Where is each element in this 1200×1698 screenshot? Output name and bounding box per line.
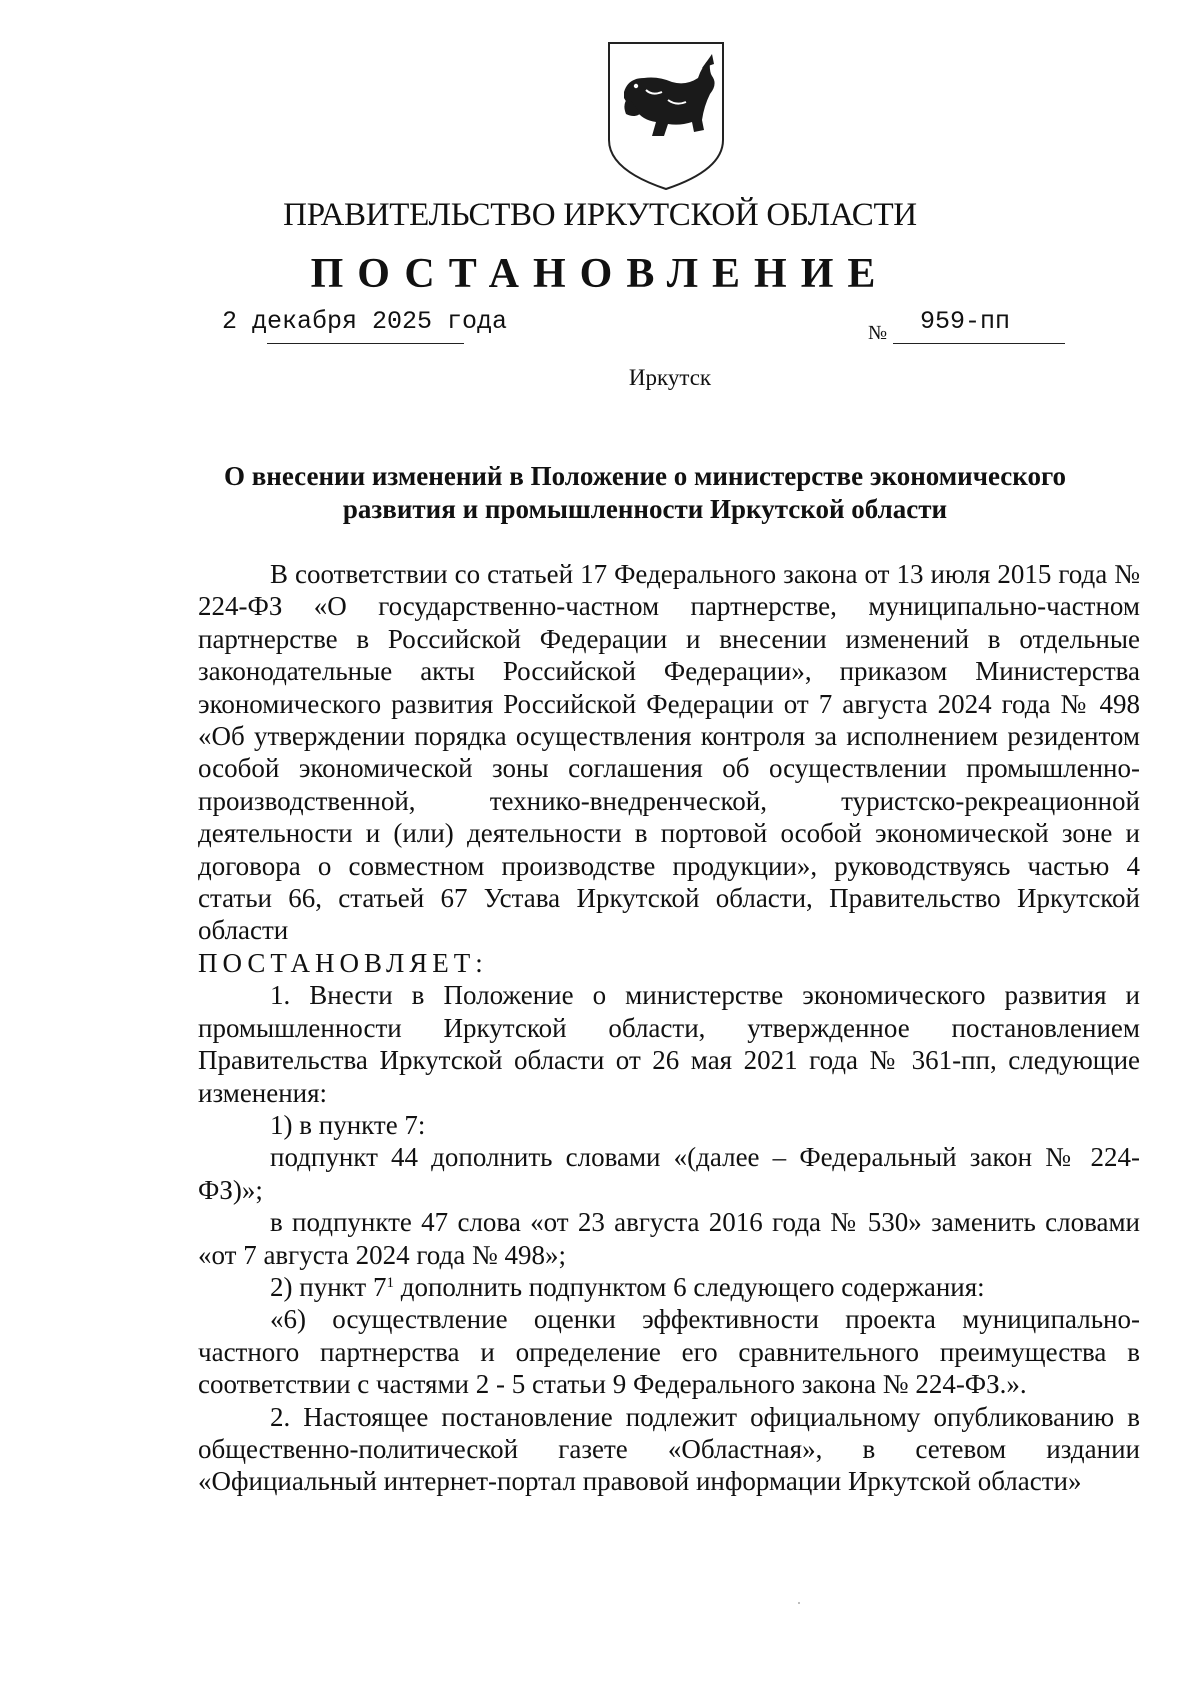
number-sign: № <box>868 322 888 344</box>
item-1-paragraph: 1. Внести в Положение о министерстве экономического развития и промышленности Иркутской области, утвержденное постановлением Правительства Иркутской области от 26 мая 2021 года № 361-пп, следующие изменения: <box>198 980 1140 1108</box>
document-date: 2 декабря 2025 года <box>222 307 508 336</box>
number-underline <box>893 343 1065 344</box>
item-1-1-b-paragraph: в подпункте 47 слова «от 23 августа 2016 года № 530» заменить словами «от 7 августа 2024 года № 498»; <box>198 1207 1140 1270</box>
organization-name: ПРАВИТЕЛЬСТВО ИРКУТСКОЙ ОБЛАСТИ <box>283 197 917 233</box>
preamble-paragraph: В соответствии со статьей 17 Федерального закона от 13 июля 2015 года № 224-ФЗ «О государственно-частном партнерстве, муниципально-частном партнерстве в Российской Федерации и внесении изменений в отдельные законодательные акты Российской Федерации», приказом Министерства экономического развития Российской Федерации от 7 августа 2024 года № 498 «Об утверждении порядка осуществления контроля за исполнением резидентом особой экономической зоны соглашения об осуществлении промышленно-производственной, технико-внедренческой, туристско-рекреационной деятельности и (или) деятельности в портовой особой экономической зоне и договора о совместном производстве продукции», руководствуясь частью 4 статьи 66, статьей 67 Устава Иркутской области, Правительство Иркутской области <box>198 559 1140 946</box>
document-type: ПОСТАНОВЛЕНИЕ <box>310 251 890 297</box>
item-2-paragraph: 2. Настоящее постановление подлежит официальному опубликованию в общественно-политической газете «Областная», в сетевом издании «Официальный интернет-портал правовой информации Иркутской области» <box>198 1401 1140 1497</box>
date-underline <box>267 343 464 344</box>
item-1-1-a-paragraph: подпункт 44 дополнить словами «(далее – Федеральный закон № 224-ФЗ)»; <box>198 1142 1140 1205</box>
city: Иркутск <box>628 365 712 390</box>
resolves-heading: ПОСТАНОВЛЯЕТ: <box>198 947 488 978</box>
document-body <box>198 558 1140 1498</box>
item-1-2-prefix: 2) пункт 7 <box>270 1271 387 1302</box>
coat-of-arms-emblem <box>606 40 726 192</box>
document-number: 959-пп <box>920 307 1011 336</box>
item-1-2-text-paragraph: «6) осуществление оценки эффективности проекта муниципально-частного партнерства и определение его сравнительного преимущества в соответствии с частями 2 - 5 статьи 9 Федерального закона № 224-ФЗ.». <box>198 1304 1140 1400</box>
document-title <box>190 460 1100 526</box>
item-1-2-suffix: дополнить подпунктом 6 следующего содержания: <box>393 1271 985 1302</box>
item-1-2-paragraph <box>198 1271 1140 1303</box>
title-line-2: развития и промышленности Иркутской области <box>342 494 948 524</box>
item-1-2-superscript: 1 <box>386 1274 394 1291</box>
title-line-1: О внесении изменений в Положение о министерстве экономического <box>223 461 1067 491</box>
item-1-1-paragraph: 1) в пункте 7: <box>270 1109 426 1140</box>
scan-speck <box>798 1602 800 1604</box>
